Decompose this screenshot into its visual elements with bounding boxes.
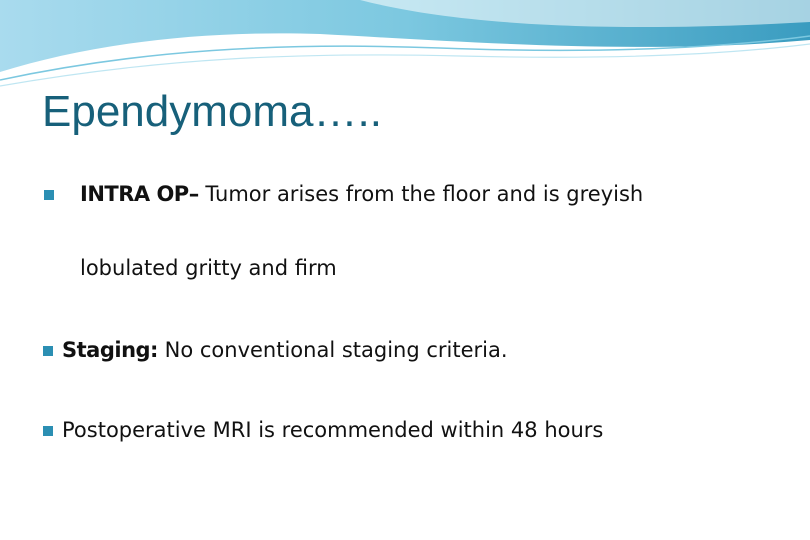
intra-op-text: Tumor arises from the floor and is greyish [198,182,644,206]
intra-op-label: INTRA OP– [80,182,199,206]
bullet-staging [62,338,508,363]
header-wave-decoration [0,0,810,90]
bullet-postoperative-mri: Postoperative MRI is recommended within 48 hours [62,418,604,442]
bullet-square-icon [44,190,54,200]
intra-op-continuation: lobulated gritty and firm [80,256,337,280]
bullet-square-icon [43,346,53,356]
bullet-square-icon [43,426,53,436]
slide-title: Ependymoma….. [42,87,382,136]
staging-text: No conventional staging criteria. [157,338,508,362]
staging-label: Staging: [62,338,158,362]
bullet-intra-op [80,182,643,207]
wave-line-2 [0,44,810,86]
